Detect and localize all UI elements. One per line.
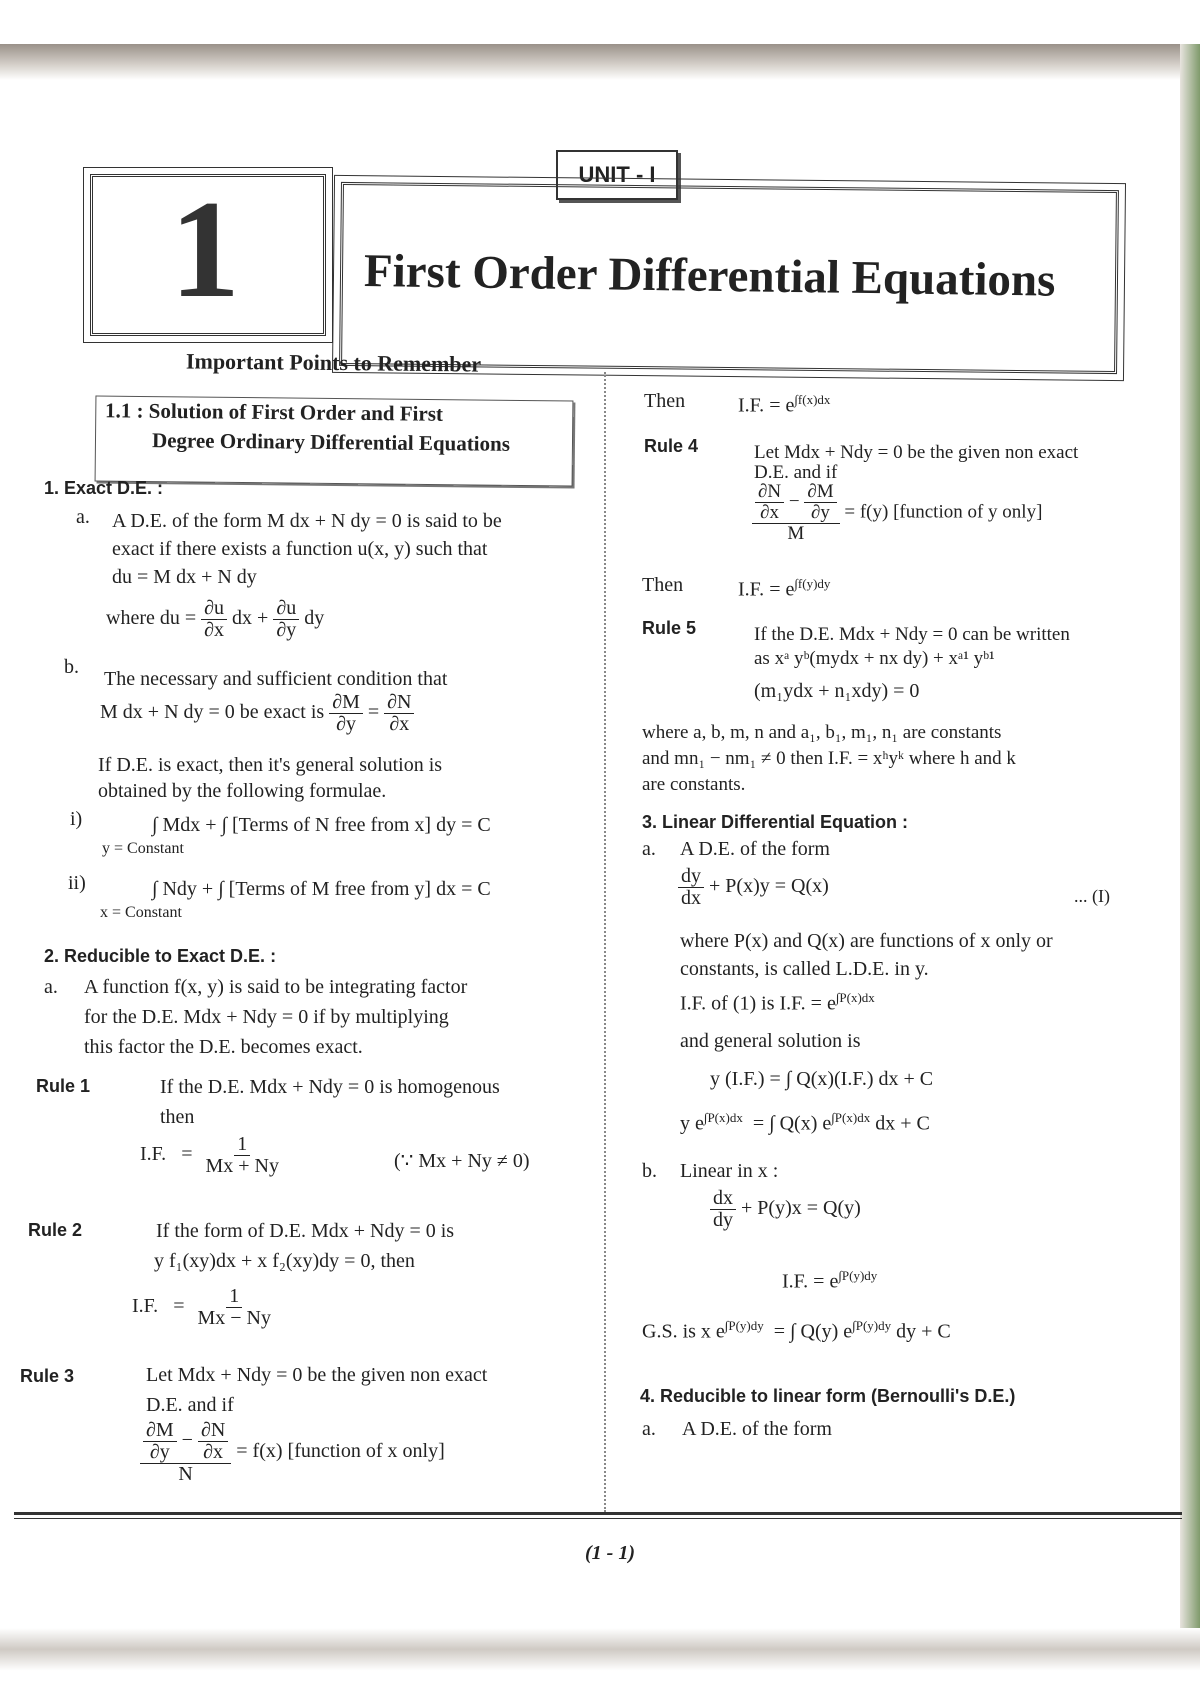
- linear-heading: 3. Linear Differential Equation :: [642, 812, 909, 832]
- lin-s2a: y e: [680, 1112, 704, 1135]
- footer-rule-thin: [14, 1518, 1182, 1519]
- rule5-line2: as xᵃ yᵇ(mydx + nx dy) + xᵃ¹ yᵇ¹: [754, 648, 995, 669]
- footer-rule-thick: [14, 1512, 1182, 1515]
- du-where: where du =: [106, 607, 197, 630]
- rule5-where2: and mn₁ − nm₁ ≠ 0 then I.F. = xʰyᵏ where h and k: [642, 748, 1016, 769]
- section-title-line1: 1.1 : Solution of First Order and First: [104, 398, 444, 426]
- rule5-where3: are constants.: [642, 774, 746, 795]
- linear-general: and general solution is: [680, 1030, 861, 1052]
- rule2-line2: y f₁(xy)dx + x f₂(xy)dy = 0, then: [154, 1250, 415, 1272]
- r4-minus: −: [788, 490, 800, 512]
- rule2-line1: If the form of D.E. Mdx + Ndy = 0 is: [156, 1220, 455, 1242]
- rule3-label: Rule 3: [20, 1366, 75, 1386]
- r4-if-eq: =: [769, 578, 781, 601]
- linear-b-label: b.: [642, 1160, 657, 1182]
- exact-b-line1: The necessary and sufficient condition that: [104, 668, 448, 690]
- rule3-then: Then: [644, 390, 686, 412]
- exact-a-label: a.: [76, 506, 90, 528]
- important-points-heading: Important Points to Remember: [185, 348, 482, 377]
- du-f2-den: ∂y: [276, 619, 297, 641]
- bx-if-sup: ∫P(y)dy: [838, 1268, 878, 1283]
- rule3-big-fraction: [140, 1420, 231, 1485]
- bernoulli-heading: 4. Reducible to linear form (Bernoulli's D.E.): [640, 1386, 1016, 1406]
- rule2-den: Mx − Ny: [197, 1307, 271, 1329]
- exact-condition-f1: [329, 692, 363, 735]
- r3-if-sup: ∫f(x)dx: [794, 392, 831, 407]
- linear-a-line1: A D.E. of the form: [680, 838, 830, 860]
- bx-num: dx: [710, 1188, 736, 1210]
- column-divider: [604, 372, 606, 1512]
- b-f2-den: ∂x: [389, 713, 410, 735]
- formula-ii-sub: x = Constant: [100, 904, 182, 921]
- rule3-if-result: [738, 392, 830, 418]
- du-end: dy: [304, 607, 325, 630]
- reducible-a-label: a.: [44, 976, 58, 998]
- du-mid: dx +: [232, 607, 269, 630]
- rule4-line2: D.E. and if: [754, 462, 838, 483]
- du-fraction-y: [273, 598, 299, 641]
- chapter-number: 1: [170, 172, 240, 327]
- b-f1-den: ∂y: [336, 713, 356, 735]
- r4-a-num: ∂N: [755, 482, 784, 503]
- formula-ii-label: ii): [68, 872, 86, 894]
- exact-condition-f2: [384, 692, 414, 735]
- rule1-eq: =: [181, 1143, 193, 1166]
- lin-den: dx: [681, 887, 701, 909]
- exact-b-label: b.: [64, 656, 79, 678]
- bernoulli-a-label: a.: [642, 1418, 656, 1440]
- rule3-f-a: [143, 1420, 177, 1463]
- b-f2-num: ∂N: [384, 692, 414, 714]
- r3-a-den: ∂y: [149, 1441, 170, 1463]
- r4-b-den: ∂y: [811, 501, 830, 523]
- rule1-line2: then: [160, 1106, 195, 1128]
- gs-b: = ∫ Q(y) e: [773, 1320, 853, 1343]
- linear-eq-rest: + P(x)y = Q(x): [709, 875, 829, 898]
- r4-if-e: e: [785, 578, 795, 601]
- linear-dxdy: [710, 1188, 736, 1231]
- rule1-if-label: I.F.: [140, 1143, 167, 1166]
- du-f1-num: ∂u: [201, 598, 227, 620]
- section-title-line2: Degree Ordinary Differential Equations: [151, 428, 511, 456]
- r4-a-den: ∂x: [760, 501, 779, 523]
- linear-x-gs: [642, 1318, 951, 1344]
- formula-ii: ∫ Ndy + ∫ [Terms of M free from y] dx = C: [152, 878, 491, 900]
- exact-de-heading: 1. Exact D.E. :: [44, 478, 164, 498]
- linear-solution2: [680, 1110, 930, 1136]
- rule2-if-fraction: [194, 1286, 274, 1329]
- rule4-f-b: [804, 482, 836, 523]
- linear-x-if: [782, 1268, 877, 1294]
- rule4-f-a: [755, 482, 784, 523]
- lin-s2a-sup: ∫P(x)dx: [703, 1110, 743, 1125]
- exact-a-line3: du = M dx + N dy: [112, 566, 257, 588]
- gs-a-sup: ∫P(y)dy: [724, 1318, 764, 1333]
- rule4-if-result: [738, 576, 830, 602]
- reducible-heading: 2. Reducible to Exact D.E. :: [44, 946, 277, 966]
- linear-dydx: [678, 866, 704, 909]
- rule1-num: 1: [234, 1134, 250, 1156]
- rule3-f-b: [198, 1420, 228, 1463]
- lin-s2b-sup: ∫P(x)dx: [831, 1110, 871, 1125]
- linear-if: [680, 990, 875, 1016]
- page-right-edge: [1180, 44, 1200, 1634]
- rule1-label: Rule 1: [36, 1076, 91, 1096]
- page-bottom-shadow: [0, 1628, 1200, 1699]
- rule4-condition: [752, 482, 1042, 544]
- linear-tag: ... (I): [1074, 886, 1110, 906]
- du-formula: [106, 598, 324, 641]
- exact-b-line2: [100, 692, 414, 735]
- formula-i-label: i): [70, 808, 83, 830]
- b-eq: =: [367, 701, 380, 724]
- rule4-line1: Let Mdx + Ndy = 0 be the given non exact: [754, 442, 1079, 463]
- rule2-label: Rule 2: [28, 1220, 83, 1240]
- rule2-if-label: I.F.: [132, 1295, 159, 1318]
- lin-if-sup: ∫P(x)dx: [835, 990, 875, 1005]
- chapter-title: First Order Differential Equations: [363, 245, 1056, 307]
- rule2-if-formula: [132, 1286, 274, 1329]
- formula-i-sub: y = Constant: [102, 840, 184, 857]
- reducible-a-line3: this factor the D.E. becomes exact.: [84, 1036, 363, 1058]
- rule3-line2: D.E. and if: [146, 1394, 234, 1416]
- linear-where1: where P(x) and Q(x) are functions of x only or: [680, 930, 1053, 952]
- r3-if-label: I.F.: [738, 394, 765, 417]
- rule3-condition: [140, 1420, 445, 1485]
- linear-where2: constants, is called L.D.E. in y.: [680, 958, 929, 980]
- reducible-a-line2: for the D.E. Mdx + Ndy = 0 if by multiplying: [84, 1006, 449, 1028]
- r4-if-label: I.F.: [738, 578, 765, 601]
- gs-b-sup: ∫P(y)dy: [852, 1318, 892, 1333]
- formula-i: ∫ Mdx + ∫ [Terms of N free from x] dy = C: [152, 814, 491, 836]
- r3-b-num: ∂N: [198, 1420, 228, 1442]
- gs-c: dy + C: [896, 1320, 951, 1343]
- du-f1-den: ∂x: [204, 619, 225, 641]
- du-f2-num: ∂u: [273, 598, 299, 620]
- rule5-line3: (m₁ydx + n₁xdy) = 0: [754, 680, 920, 702]
- r4-b-num: ∂M: [804, 482, 836, 503]
- general-solution-line2: obtained by the following formulae.: [98, 780, 387, 802]
- b-f1-num: ∂M: [329, 692, 363, 714]
- rule1-if-formula: [140, 1134, 282, 1177]
- rule5-label: Rule 5: [642, 618, 697, 638]
- lin-if-text: I.F. of (1) is I.F. = e: [680, 992, 836, 1015]
- rule4-label: Rule 4: [644, 436, 699, 456]
- lin-s2c: dx + C: [875, 1112, 930, 1135]
- rule5-where1: where a, b, m, n and a₁, b₁, m₁, n₁ are constants: [642, 722, 1002, 743]
- rule1-note: (∵ Mx + Ny ≠ 0): [394, 1150, 530, 1172]
- du-fraction-x: [201, 598, 227, 641]
- linear-a-label: a.: [642, 838, 656, 860]
- rule1-if-fraction: [202, 1134, 282, 1177]
- reducible-a-line1: A function f(x, y) is said to be integrating factor: [84, 976, 468, 998]
- rule1-den: Mx + Ny: [205, 1155, 279, 1177]
- r4-den: M: [787, 522, 805, 544]
- rule5-line1: If the D.E. Mdx + Ndy = 0 can be written: [754, 624, 1070, 645]
- exact-a-line2: exact if there exists a function u(x, y) such that: [112, 538, 488, 560]
- lin-num: dy: [678, 866, 704, 888]
- lin-s2b: = ∫ Q(x) e: [752, 1112, 832, 1135]
- r3-if-e: e: [785, 394, 795, 417]
- rule2-eq: =: [173, 1295, 185, 1318]
- linear-solution1: y (I.F.) = ∫ Q(x)(I.F.) dx + C: [710, 1068, 934, 1090]
- rule4-big-fraction: [752, 482, 840, 544]
- bx-rest: + P(y)x = Q(y): [741, 1197, 861, 1220]
- exact-condition-text: M dx + N dy = 0 be exact is: [100, 701, 325, 724]
- rule3-line1: Let Mdx + Ndy = 0 be the given non exact: [146, 1364, 488, 1386]
- gs-a: G.S. is x e: [642, 1320, 725, 1343]
- unit-label: UNIT - I: [556, 150, 678, 200]
- linear-equation: [678, 866, 829, 909]
- bx-den: dy: [713, 1209, 733, 1231]
- r4-if-sup: ∫f(y)dy: [794, 576, 831, 591]
- r3-den: N: [178, 1463, 193, 1485]
- bernoulli-a-line1: A D.E. of the form: [682, 1418, 832, 1440]
- r3-if-eq: =: [769, 394, 781, 417]
- general-solution-line1: If D.E. is exact, then it's general solution is: [98, 754, 443, 776]
- rule4-then: Then: [642, 574, 684, 596]
- rule2-num: 1: [226, 1286, 242, 1308]
- page-number: (1 - 1): [585, 1542, 635, 1564]
- bx-if: I.F. = e: [782, 1270, 839, 1293]
- linear-in-x: Linear in x :: [680, 1160, 779, 1182]
- r3-b-den: ∂x: [203, 1441, 224, 1463]
- r3-a-num: ∂M: [143, 1420, 177, 1442]
- rule1-line1: If the D.E. Mdx + Ndy = 0 is homogenous: [160, 1076, 500, 1098]
- rule3-result: = f(x) [function of x only]: [236, 1440, 445, 1463]
- r3-minus: −: [181, 1429, 193, 1452]
- linear-x-equation: [710, 1188, 861, 1231]
- page-top-shadow: [0, 44, 1200, 80]
- exact-a-line1: A D.E. of the form M dx + N dy = 0 is said to be: [112, 510, 502, 532]
- rule4-result: = f(y) [function of y only]: [844, 501, 1043, 523]
